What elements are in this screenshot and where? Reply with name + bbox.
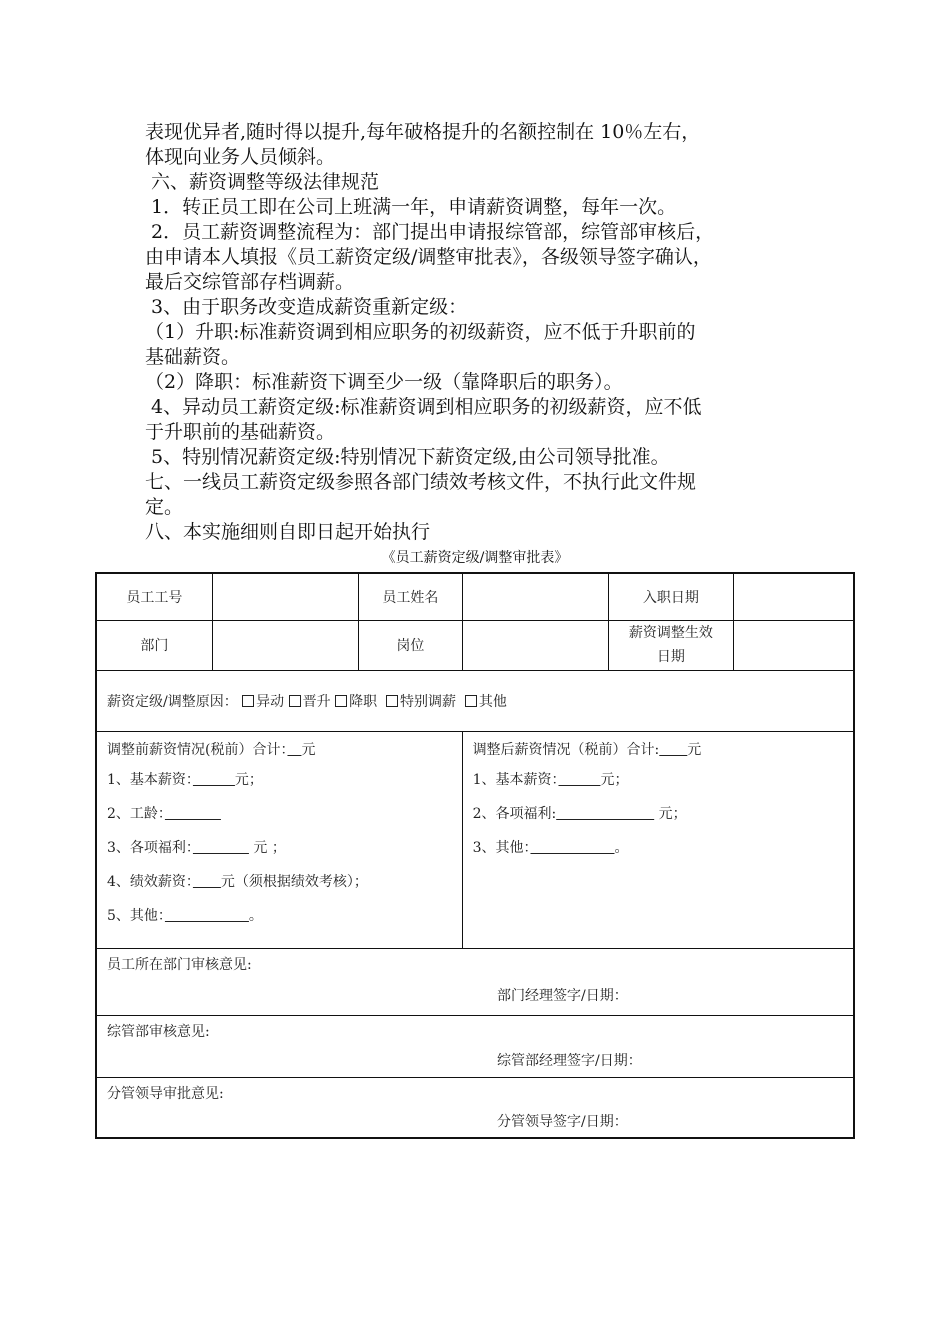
blank-line[interactable] bbox=[530, 840, 614, 856]
leader-opinion-label: 分管领导审批意见: bbox=[107, 1085, 224, 1102]
paragraph-line: 5、特别情况薪资定级:特别情况下薪资定级,由公司领导批准。 bbox=[145, 446, 670, 468]
label-effective-date bbox=[608, 620, 733, 670]
paragraph-line: 表现优异者,随时得以提升,每年破格提升的名额控制在 10％左右， bbox=[145, 121, 701, 143]
input-dept[interactable] bbox=[212, 620, 358, 670]
blank-line[interactable] bbox=[165, 908, 249, 924]
reason-label: 薪资定级/调整原因： bbox=[107, 693, 238, 710]
label-join-date: 入职日期 bbox=[608, 573, 733, 620]
paragraph-line: （1）升职:标准薪资调到相应职务的初级薪资，应不低于升职前的 bbox=[145, 321, 696, 343]
reason-option[interactable]: 特别调薪 bbox=[386, 694, 456, 710]
blank-line[interactable] bbox=[558, 772, 600, 788]
leader-sign-label: 分管领导签字/日期： bbox=[497, 1113, 628, 1130]
before-line: 5、其他： 。 bbox=[107, 907, 263, 924]
before-line: 1、基本薪资： 元； bbox=[107, 771, 263, 788]
dept-sign-label: 部门经理签字/日期： bbox=[497, 987, 628, 1004]
paragraph-line: 基础薪资。 bbox=[145, 346, 241, 368]
blank-line[interactable] bbox=[556, 806, 654, 822]
label-position: 岗位 bbox=[359, 620, 462, 670]
admin-opinion-label: 综管部审核意见: bbox=[107, 1023, 210, 1040]
blank-line[interactable] bbox=[659, 742, 687, 758]
paragraph-line: 4、异动员工薪资定级:标准薪资调到相应职务的初级薪资，应不低 bbox=[145, 396, 702, 418]
salary-approval-form bbox=[95, 572, 855, 1139]
reason-option[interactable]: 晋升 bbox=[289, 694, 331, 710]
checkbox-icon[interactable] bbox=[335, 695, 347, 707]
paragraph-line: 最后交综管部存档调薪。 bbox=[145, 271, 355, 293]
blank-line[interactable] bbox=[193, 874, 221, 890]
paragraph-line: 体现向业务人员倾斜。 bbox=[145, 146, 336, 168]
label-dept: 部门 bbox=[96, 620, 212, 670]
reason-option[interactable]: 其他 bbox=[465, 694, 507, 710]
paragraph-line: 七、一线员工薪资定级参照各部门绩效考核文件，不执行此文件规 bbox=[145, 471, 697, 493]
before-title: 调整前薪资情况(税前）合计： 元 bbox=[107, 741, 316, 758]
after-line: 1、基本薪资： 元； bbox=[472, 771, 629, 788]
form-caption: 《员工薪资定级/调整审批表》 bbox=[381, 550, 569, 566]
input-position[interactable] bbox=[462, 620, 608, 670]
reason-option[interactable]: 降职 bbox=[335, 694, 377, 710]
label-emp-id: 员工工号 bbox=[96, 573, 212, 620]
after-title: 调整后薪资情况（税前）合计: 元 bbox=[472, 741, 702, 758]
checkbox-icon[interactable] bbox=[289, 695, 301, 707]
body-text bbox=[145, 120, 815, 545]
paragraph-line: 由申请本人填报《员工薪资定级/调整审批表》，各级领导签字确认， bbox=[145, 246, 712, 268]
blank-line[interactable] bbox=[165, 806, 221, 822]
checkbox-icon[interactable] bbox=[465, 695, 477, 707]
blank-line[interactable] bbox=[287, 742, 301, 758]
before-line: 3、各项福利： 元 ； bbox=[107, 839, 286, 856]
checkbox-icon[interactable] bbox=[242, 695, 254, 707]
label-effective-line1: 薪资调整生效 bbox=[628, 625, 713, 641]
after-line: 3、其他： 。 bbox=[472, 839, 629, 856]
input-join-date[interactable] bbox=[733, 573, 854, 620]
after-salary-section bbox=[462, 731, 854, 948]
admin-opinion-section[interactable] bbox=[96, 1015, 854, 1077]
paragraph-line: 六、薪资调整等级法律规范 bbox=[145, 171, 380, 193]
before-line: 2、工龄： bbox=[107, 802, 452, 836]
label-emp-name: 员工姓名 bbox=[359, 573, 462, 620]
paragraph-line: （2）降职：标准薪资下调至少一级（靠降职后的职务）。 bbox=[145, 371, 623, 393]
paragraph-line: 定。 bbox=[145, 496, 184, 518]
dept-opinion-section[interactable] bbox=[96, 948, 854, 1015]
reason-option[interactable]: 异动 bbox=[242, 694, 284, 710]
blank-line[interactable] bbox=[193, 772, 235, 788]
paragraph-line: 2．员工薪资调整流程为：部门提出申请报综管部，综管部审核后， bbox=[145, 221, 715, 243]
before-salary-section bbox=[96, 731, 462, 948]
before-line: 4、绩效薪资： 元（须根据绩效考核）； bbox=[107, 873, 368, 890]
blank-line[interactable] bbox=[193, 840, 249, 856]
reason-row bbox=[96, 670, 854, 731]
after-line: 2、各项福利: 元； bbox=[472, 805, 687, 822]
paragraph-line: 3、由于职务改变造成薪资重新定级： bbox=[145, 296, 468, 318]
paragraph-line: 于升职前的基础薪资。 bbox=[145, 421, 336, 443]
admin-sign-label: 综管部经理签字/日期： bbox=[497, 1052, 642, 1069]
dept-opinion-label: 员工所在部门审核意见: bbox=[107, 956, 252, 973]
input-effective-date[interactable] bbox=[733, 620, 854, 670]
input-emp-id[interactable] bbox=[212, 573, 358, 620]
paragraph-line: 八、本实施细则自即日起开始执行 bbox=[145, 521, 431, 543]
label-effective-line2: 日期 bbox=[656, 649, 685, 665]
leader-opinion-section[interactable] bbox=[96, 1077, 854, 1138]
input-emp-name[interactable] bbox=[462, 573, 608, 620]
paragraph-line: 1．转正员工即在公司上班满一年，申请薪资调整，每年一次。 bbox=[145, 196, 677, 218]
checkbox-icon[interactable] bbox=[386, 695, 398, 707]
